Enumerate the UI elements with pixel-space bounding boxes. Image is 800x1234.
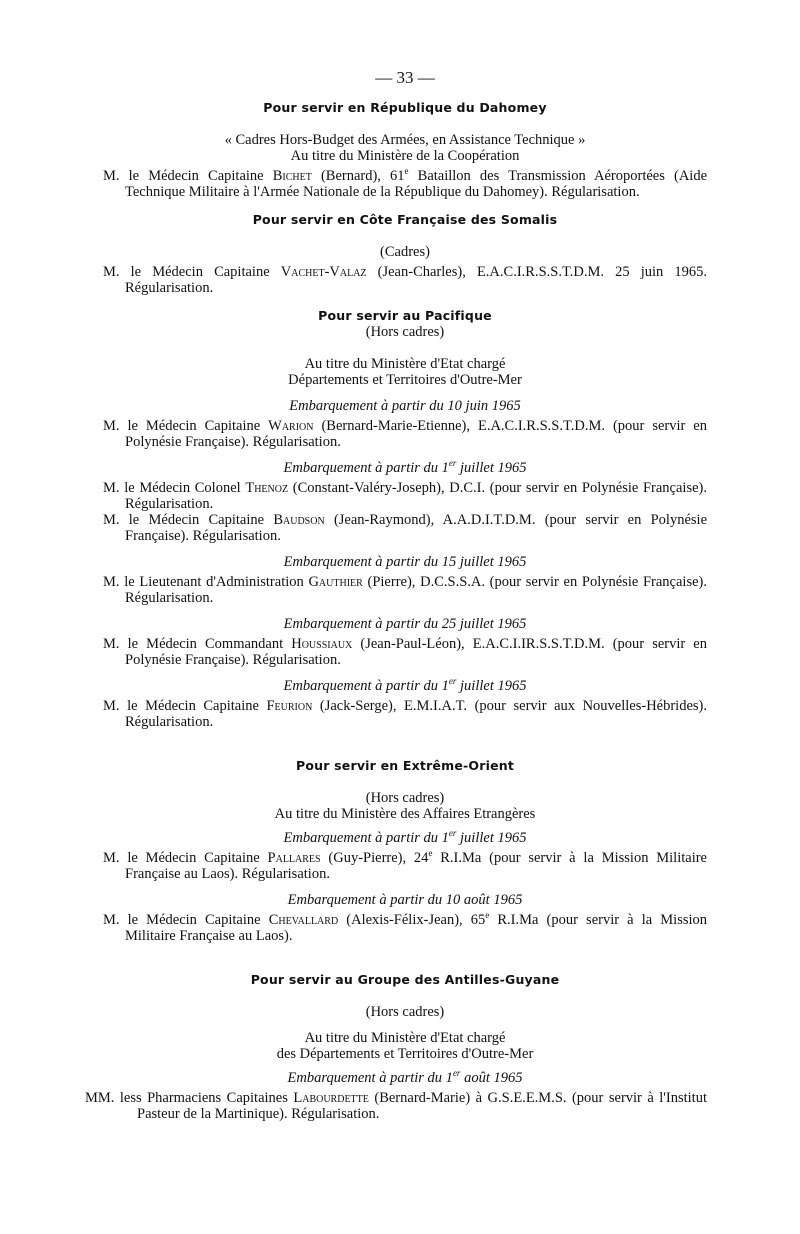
embark-text: juillet 1965 <box>456 460 527 476</box>
entry-text: (Bernard-Marie) à G.S.E.E.M.S. (pour servir à l'Institut Pasteur de la Martinique). Régularisation. <box>137 1090 707 1122</box>
person-name: Labourdette <box>293 1090 369 1106</box>
person-name: Houssiaux <box>291 636 353 652</box>
embark-text: Embarquement à partir du 1 <box>283 678 449 694</box>
appointment-entry <box>103 512 707 544</box>
document-page <box>85 68 708 1122</box>
subheading: (Hors cadres) <box>365 324 445 340</box>
appointment-entry <box>103 168 707 200</box>
embark-text: Embarquement à partir du 1 <box>287 1070 453 1086</box>
entry-text: M. le Médecin Capitaine <box>103 850 268 866</box>
entry-text: (Jean-Paul-Léon), E.A.C.I.IR.S.S.T.D.M. (pour servir en Polynésie Française). Régularisation. <box>125 636 707 668</box>
entry-text: M. le Médecin Capitaine <box>103 264 281 280</box>
entry-text: (Jean-Charles), E.A.C.I.R.S.S.T.D.M. 25 juin 1965. Régularisation. <box>125 264 708 296</box>
embarkation-date: Embarquement à partir du 10 août 1965 <box>287 892 523 908</box>
superscript: er <box>448 828 457 839</box>
superscript: er <box>448 676 457 687</box>
entry-text: M. le Médecin Capitaine <box>103 418 269 434</box>
embarkation-date <box>103 678 707 694</box>
appointment-entry <box>103 574 707 606</box>
entry-text: (Bernard-Marie-Etienne), E.A.C.I.R.S.S.T.D.M. (pour servir en Polynésie Française). Régularisation. <box>125 418 707 450</box>
person-name: Feurion <box>266 698 313 714</box>
entry-text: M. le Médecin Capitaine <box>103 912 269 928</box>
section-title-somalis: Pour servir en Côte Française des Somalis <box>252 212 558 227</box>
entry-text: (Guy-Pierre), 24 <box>320 850 429 866</box>
entry-text: M. le Médecin Capitaine <box>103 168 273 184</box>
person-name: Baudson <box>273 512 325 528</box>
page-number: — 33 — <box>375 68 435 87</box>
entry-text: (Bernard), 61 <box>311 168 405 184</box>
subheading: (Cadres) <box>380 244 430 260</box>
entry-text: (Pierre), D.C.S.S.A. (pour servir en Polynésie Française). Régularisation. <box>125 574 707 606</box>
entry-text: (Constant-Valéry-Joseph), D.C.I. (pour servir en Polynésie Française). Régularisation. <box>125 480 707 512</box>
person-name: Warion <box>268 418 314 434</box>
person-name: Vachet-Valaz <box>280 264 367 280</box>
section-title-extreme-orient: Pour servir en Extrême-Orient <box>295 758 515 773</box>
entry-text: R.I.Ma (pour servir à la Mission Militaire Française au Laos). Régularisation. <box>125 850 707 882</box>
section-title-dahomey: Pour servir en République du Dahomey <box>263 100 547 115</box>
subheading: « Cadres Hors-Budget des Armées, en Assistance Technique » <box>224 132 586 148</box>
appointment-entry <box>103 480 707 512</box>
entry-text: (Jack-Serge), E.M.I.A.T. (pour servir aux Nouvelles-Hébrides). Régularisation. <box>125 698 707 730</box>
section-title-pacifique: Pour servir au Pacifique <box>318 308 492 323</box>
entry-text: M. le Lieutenant d'Administration <box>103 574 309 590</box>
subheading: Au titre du Ministère d'Etat chargé <box>304 356 506 372</box>
embark-text: juillet 1965 <box>456 830 527 846</box>
subheading: (Hors cadres) <box>365 1004 445 1020</box>
entry-text: M. le Médecin Capitaine <box>103 512 274 528</box>
person-name: Thenoz <box>245 480 289 496</box>
appointment-entry <box>85 1090 707 1122</box>
embarkation-date: Embarquement à partir du 25 juillet 1965 <box>283 616 527 632</box>
superscript: e <box>404 166 409 177</box>
superscript: e <box>428 848 433 859</box>
subheading: Au titre du Ministère de la Coopération <box>290 148 520 164</box>
embarkation-date <box>103 1070 707 1086</box>
superscript: er <box>452 1068 461 1079</box>
embark-text: Embarquement à partir du 1 <box>283 460 449 476</box>
appointment-entry <box>103 418 707 450</box>
person-name: Bichet <box>272 168 312 184</box>
person-name: Gauthier <box>308 574 363 590</box>
person-name: Chevallard <box>268 912 339 928</box>
entry-text: (Jean-Raymond), A.A.D.I.T.D.M. (pour servir en Polynésie Française). Régularisation. <box>125 512 707 544</box>
appointment-entry <box>103 264 707 296</box>
entry-text: M. le Médecin Colonel <box>103 480 246 496</box>
embark-text: août 1965 <box>460 1070 523 1086</box>
entry-text: M. le Médecin Commandant <box>103 636 292 652</box>
embark-text: Embarquement à partir du 1 <box>283 830 449 846</box>
embark-text: juillet 1965 <box>456 678 527 694</box>
entry-text: M. le Médecin Capitaine <box>103 698 267 714</box>
subheading: Départements et Territoires d'Outre-Mer <box>288 372 522 388</box>
superscript: e <box>485 910 490 921</box>
appointment-entry <box>103 636 707 668</box>
subheading: Au titre du Ministère d'Etat chargé <box>304 1030 506 1046</box>
section-title-antilles-guyane: Pour servir au Groupe des Antilles-Guyane <box>250 972 560 987</box>
entry-text: R.I.Ma (pour servir à la Mission Militaire Française au Laos). <box>125 912 708 944</box>
entry-text: Bataillon des Transmission Aéroportées (Aide Technique Militaire à l'Armée Nationale de la République du Dahomey). Régularisation. <box>125 168 708 200</box>
person-name: Pallares <box>267 850 321 866</box>
superscript: er <box>448 458 457 469</box>
appointment-entry <box>103 698 707 730</box>
embarkation-date <box>103 830 707 846</box>
subheading: Au titre du Ministère des Affaires Etrangères <box>274 806 536 822</box>
entry-text: (Alexis-Félix-Jean), 65 <box>338 912 486 928</box>
appointment-entry <box>103 912 707 944</box>
embarkation-date: Embarquement à partir du 15 juillet 1965 <box>283 554 527 570</box>
subheading: (Hors cadres) <box>365 790 445 806</box>
appointment-entry <box>103 850 707 882</box>
entry-text: MM. less Pharmaciens Capitaines <box>85 1090 294 1106</box>
subheading: des Départements et Territoires d'Outre-Mer <box>276 1046 534 1062</box>
embarkation-date <box>103 460 707 476</box>
embarkation-date: Embarquement à partir du 10 juin 1965 <box>289 398 521 414</box>
